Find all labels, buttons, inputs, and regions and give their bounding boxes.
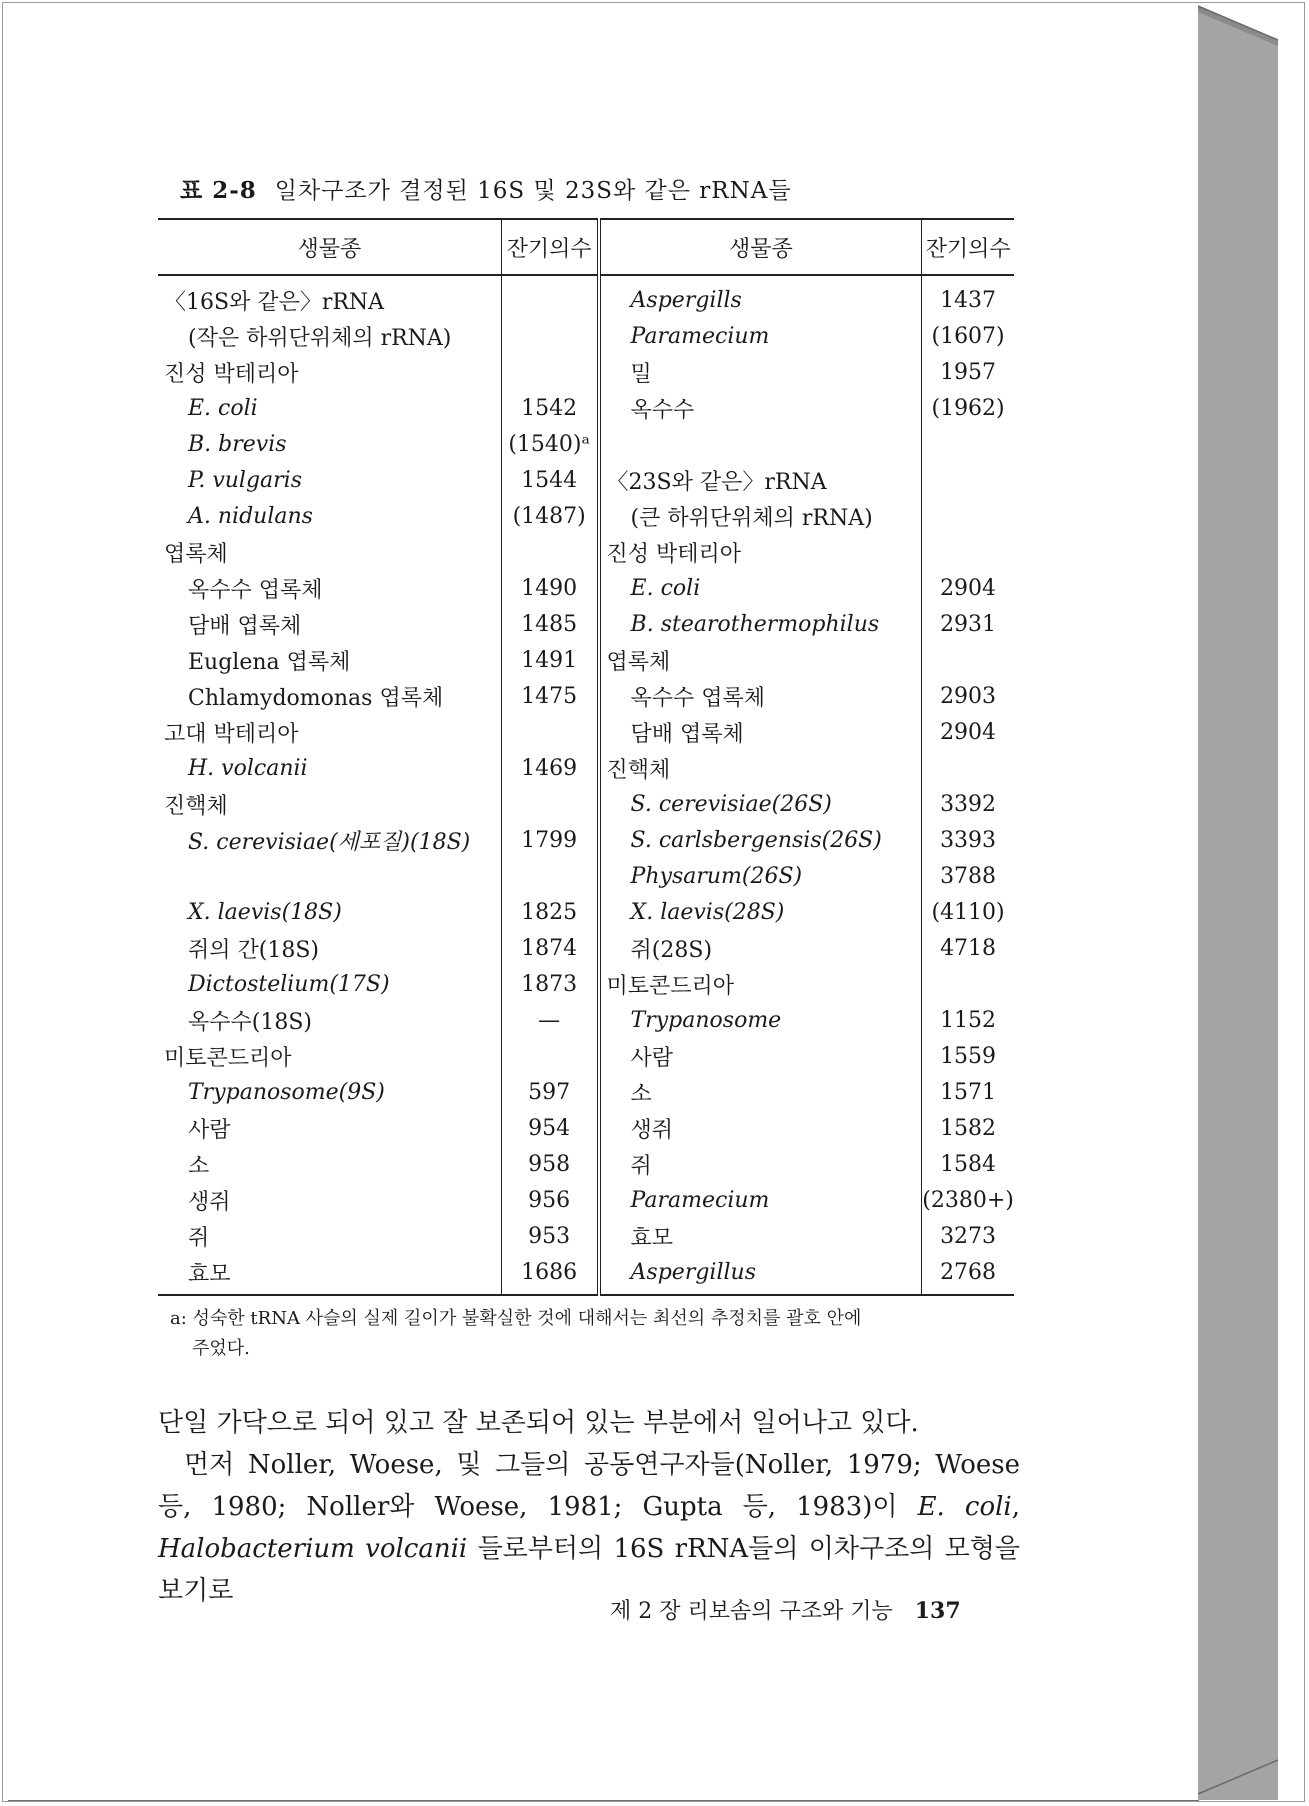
species-cell: 옥수수 엽록체 — [599, 678, 922, 714]
species-cell: S. cerevisiae(26S) — [599, 786, 922, 822]
residue-cell: 1491 — [501, 642, 598, 678]
book-edge — [1198, 0, 1278, 1800]
species-cell: 쥐의 간(18S) — [188, 937, 319, 963]
species-cell: 쥐 — [188, 1225, 210, 1251]
residue-cell: 2931 — [922, 606, 1014, 642]
species-cell: (큰 하위단위체의 rRNA) — [599, 498, 922, 534]
residue-cell — [501, 786, 598, 822]
species-cell: 옥수수 — [599, 390, 922, 426]
body-p2-separator: , — [1011, 1492, 1020, 1522]
table-row — [158, 642, 1014, 678]
residue-cell: 1584 — [922, 1146, 1014, 1182]
residue-cell: 956 — [501, 1182, 598, 1218]
species-cell: E. coli — [188, 395, 258, 421]
species-cell: E. coli — [599, 570, 922, 606]
body-paragraph-2 — [158, 1444, 1020, 1612]
species-cell: B. brevis — [188, 431, 287, 457]
residue-cell: 1874 — [501, 930, 598, 966]
residue-cell — [501, 534, 598, 570]
header-residues-left: 잔기의수 — [501, 219, 598, 275]
table-row — [158, 1110, 1014, 1146]
body-p2-end: 들로부터의 16S rRNA들의 이차구조의 모형을 보기로 — [158, 1534, 1020, 1606]
species-cell: S. carlsbergensis(26S) — [599, 822, 922, 858]
table-row — [158, 930, 1014, 966]
table-row — [158, 678, 1014, 714]
species-cell: 진성 박테리아 — [599, 534, 922, 570]
table-row — [158, 1038, 1014, 1074]
residue-cell: (2380+) — [922, 1182, 1014, 1218]
residue-cell: 954 — [501, 1110, 598, 1146]
table-row — [158, 275, 1014, 318]
residue-cell — [501, 354, 598, 390]
running-chapter-title: 제 2 장 리보솜의 구조와 기능 — [610, 1599, 893, 1624]
residue-cell: 3273 — [922, 1218, 1014, 1254]
species-cell: Aspergills — [599, 275, 922, 318]
table-row — [158, 858, 1014, 894]
residue-cell: 1437 — [922, 275, 1014, 318]
rrna-table — [158, 218, 1014, 1296]
species-cell: 밀 — [599, 354, 922, 390]
species-cell: S. cerevisiae(세포질)(18S) — [188, 829, 471, 855]
species-cell: X. laevis(28S) — [599, 894, 922, 930]
residue-cell: 1825 — [501, 894, 598, 930]
header-species-right: 생물종 — [599, 219, 922, 275]
residue-cell — [501, 318, 598, 354]
table-row — [158, 1182, 1014, 1218]
residue-cell: 2904 — [922, 714, 1014, 750]
species-cell: 진성 박테리아 — [164, 361, 299, 387]
species-cell: 엽록체 — [599, 642, 922, 678]
species-cell: 담배 엽록체 — [599, 714, 922, 750]
species-cell: (작은 하위단위체의 rRNA) — [188, 325, 452, 351]
residue-cell: 3392 — [922, 786, 1014, 822]
body-line-1: 단일 가닥으로 되어 있고 잘 보존되어 있는 부분에서 일어나고 있다. — [158, 1408, 919, 1438]
species-cell: B. stearothermophilus — [599, 606, 922, 642]
table-row — [158, 966, 1014, 1002]
table-row — [158, 462, 1014, 498]
header-species-left: 생물종 — [158, 219, 501, 275]
residue-cell: 1571 — [922, 1074, 1014, 1110]
residue-cell: 1799 — [501, 822, 598, 858]
species-cell: Chlamydomonas 엽록체 — [188, 685, 444, 711]
residue-cell: 3393 — [922, 822, 1014, 858]
residue-cell: 958 — [501, 1146, 598, 1182]
residue-cell — [922, 750, 1014, 786]
residue-cell — [922, 534, 1014, 570]
species-cell — [599, 426, 922, 462]
species-cell: 쥐 — [599, 1146, 922, 1182]
table-row — [158, 318, 1014, 354]
table-row — [158, 822, 1014, 858]
table-row — [158, 390, 1014, 426]
residue-cell: 1152 — [922, 1002, 1014, 1038]
residue-cell: 953 — [501, 1218, 598, 1254]
species-cell: Paramecium — [599, 1182, 922, 1218]
residue-cell: (1487) — [501, 498, 598, 534]
species-cell: Euglena 엽록체 — [188, 649, 351, 675]
residue-cell — [501, 858, 598, 894]
page-footer — [610, 1594, 961, 1625]
table-caption — [180, 172, 792, 205]
residue-cell: 1469 — [501, 750, 598, 786]
table-row — [158, 426, 1014, 462]
residue-cell — [501, 1038, 598, 1074]
residue-cell — [922, 498, 1014, 534]
residue-cell: 1475 — [501, 678, 598, 714]
residue-cell: 4718 — [922, 930, 1014, 966]
residue-cell — [922, 966, 1014, 1002]
table-row — [158, 1254, 1014, 1295]
residue-cell: 2768 — [922, 1254, 1014, 1295]
table-row — [158, 534, 1014, 570]
species-cell: Physarum(26S) — [599, 858, 922, 894]
footnote-line-2: 주었다. — [192, 1338, 250, 1359]
table-row — [158, 1074, 1014, 1110]
residue-cell: (4110) — [922, 894, 1014, 930]
species-cell: X. laevis(18S) — [188, 899, 342, 925]
footnote-line-1: a: 성숙한 tRNA 사슬의 실제 길이가 불확실한 것에 대해서는 최선의 추정치를 괄호 안에 — [170, 1308, 862, 1329]
species-cell: 사람 — [188, 1117, 231, 1143]
species-cell: 미토콘드리아 — [164, 1045, 292, 1071]
residue-cell: 1490 — [501, 570, 598, 606]
residue-cell: (1540)ᵃ — [501, 426, 598, 462]
species-cell: Dictostelium(17S) — [188, 971, 390, 997]
species-cell: 효모 — [158, 1254, 501, 1295]
table-row — [158, 786, 1014, 822]
residue-cell — [922, 462, 1014, 498]
table-caption-text: 일차구조가 결정된 16S 및 23S와 같은 rRNA들 — [274, 178, 792, 204]
residue-cell: 1582 — [922, 1110, 1014, 1146]
residue-cell: 1957 — [922, 354, 1014, 390]
table-row — [158, 1146, 1014, 1182]
table-footnote — [170, 1304, 1020, 1364]
residue-cell: 3788 — [922, 858, 1014, 894]
table-row — [158, 570, 1014, 606]
table-row — [158, 1218, 1014, 1254]
species-cell: A. nidulans — [188, 503, 313, 529]
species-cell: 담배 엽록체 — [188, 613, 302, 639]
table-row — [158, 498, 1014, 534]
residue-cell — [501, 275, 598, 318]
species-cell: 옥수수(18S) — [188, 1009, 312, 1035]
species-cell: 미토콘드리아 — [599, 966, 922, 1002]
body-paragraphs — [158, 1402, 1020, 1612]
table-header-row — [158, 219, 1014, 275]
table-row — [158, 1002, 1014, 1038]
species-cell: 소 — [599, 1074, 922, 1110]
table-row — [158, 354, 1014, 390]
residue-cell: 1542 — [501, 390, 598, 426]
species-cell: 생쥐 — [599, 1110, 922, 1146]
table-row — [158, 714, 1014, 750]
species-cell: 〈16S와 같은〉rRNA — [164, 289, 385, 315]
species-cell: 고대 박테리아 — [164, 721, 299, 747]
species-cell: Aspergillus — [599, 1254, 922, 1295]
species-cell: 〈23S와 같은〉rRNA — [599, 462, 922, 498]
species-cell: H. volcanii — [188, 755, 308, 781]
species-cell: 사람 — [599, 1038, 922, 1074]
species-cell: 옥수수 엽록체 — [188, 577, 323, 603]
residue-cell: 1544 — [501, 462, 598, 498]
species-cell: 진핵체 — [164, 793, 228, 819]
residue-cell: (1962) — [922, 390, 1014, 426]
residue-cell: 2903 — [922, 678, 1014, 714]
table-row — [158, 606, 1014, 642]
species-cell: Trypanosome(9S) — [188, 1079, 385, 1105]
table-caption-label: 표 2-8 — [180, 177, 257, 204]
body-p2-italic-halobacterium: Halobacterium volcanii — [158, 1534, 468, 1564]
residue-cell — [501, 714, 598, 750]
residue-cell: 1873 — [501, 966, 598, 1002]
residue-cell — [922, 642, 1014, 678]
residue-cell: 2904 — [922, 570, 1014, 606]
species-cell: 쥐(28S) — [599, 930, 922, 966]
species-cell: 효모 — [599, 1218, 922, 1254]
species-cell: 소 — [188, 1153, 210, 1179]
residue-cell: (1607) — [922, 318, 1014, 354]
residue-cell: — — [501, 1002, 598, 1038]
body-p2-start: 먼저 Noller, Woese, 및 그들의 공동연구자들(Noller, 1979; Woese 등, 1980; Noller와 Woese, 1981; Gupta 등, 1983)이 — [158, 1450, 1020, 1522]
table-row — [158, 750, 1014, 786]
species-cell: 엽록체 — [164, 541, 228, 567]
residue-cell: 597 — [501, 1074, 598, 1110]
species-cell — [158, 858, 501, 894]
body-p2-italic-ecoli: E. coli — [917, 1492, 1012, 1522]
table-row — [158, 894, 1014, 930]
header-residues-right: 잔기의수 — [922, 219, 1014, 275]
species-cell: 생쥐 — [188, 1189, 231, 1215]
species-cell: Trypanosome — [599, 1002, 922, 1038]
page-number: 137 — [914, 1598, 961, 1624]
residue-cell: 1559 — [922, 1038, 1014, 1074]
residue-cell: 1485 — [501, 606, 598, 642]
residue-cell — [922, 426, 1014, 462]
species-cell: P. vulgaris — [188, 467, 303, 493]
species-cell: Paramecium — [599, 318, 922, 354]
species-cell: 진핵체 — [599, 750, 922, 786]
residue-cell: 1686 — [501, 1254, 598, 1295]
